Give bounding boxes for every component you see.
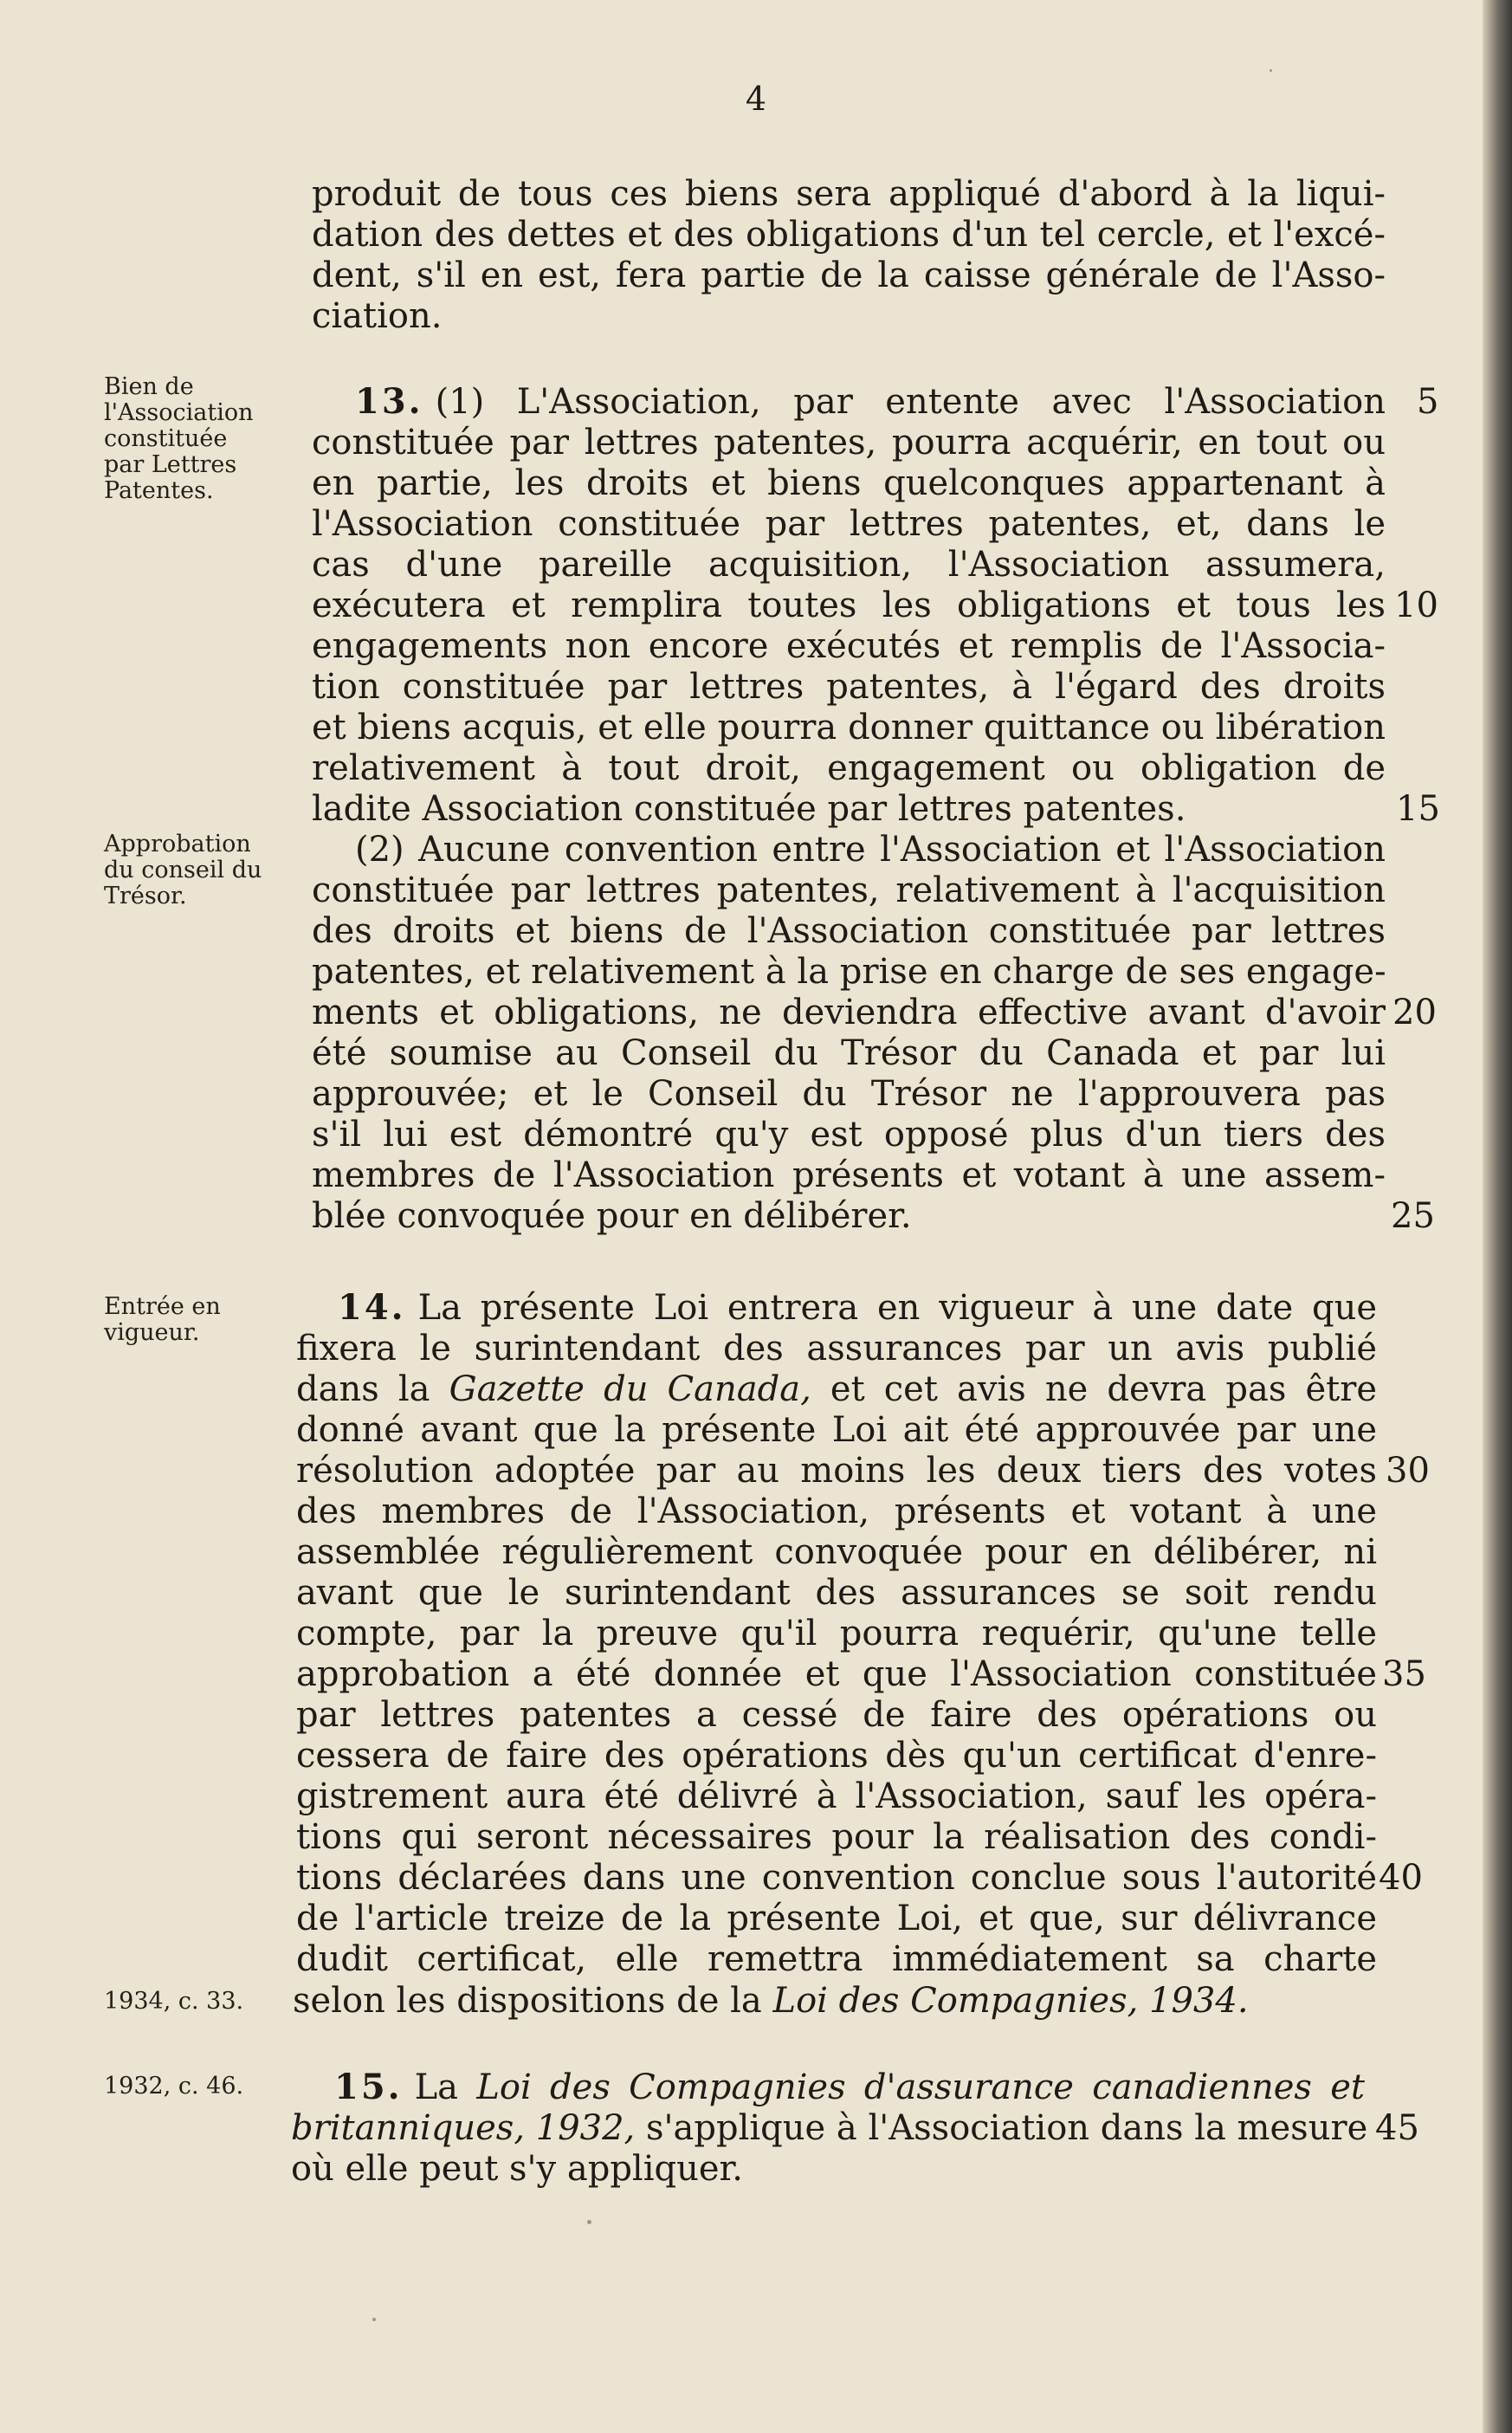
- text-line: engagements non encore exécutés et remplis de l'Associa-: [312, 626, 1386, 666]
- text-line: l'Association constituée par lettres patentes, et, dans le: [312, 504, 1386, 544]
- italic-title: Gazette du Canada,: [449, 1369, 811, 1409]
- section-number: 14.: [338, 1287, 406, 1328]
- text-line: constituée par lettres patentes, relativement à l'acquisition: [312, 870, 1386, 910]
- text-line: des membres de l'Association, présents et votant à une: [296, 1492, 1377, 1531]
- line-number: 25: [1391, 1196, 1435, 1236]
- text-line: (2) Aucune convention entre l'Association et l'Association: [355, 830, 1386, 870]
- text-line: blée convoquée pour en délibérer.: [312, 1196, 912, 1236]
- text-line: tion constituée par lettres patentes, à l'égard des droits: [312, 667, 1386, 707]
- margin-note-line: Patentes.: [104, 477, 214, 504]
- text-line: résolution adoptée par au moins les deux tiers des votes: [296, 1451, 1377, 1491]
- text-line: membres de l'Association présents et votant à une assem-: [312, 1155, 1386, 1195]
- text-line: fixera le surintendant des assurances par un avis publié: [296, 1329, 1377, 1369]
- section-14-first-line: [338, 1287, 1377, 1329]
- margin-note-line: vigueur.: [104, 1319, 200, 1346]
- text-line: cessera de faire des opérations dès qu'un certificat d'enre-: [296, 1736, 1377, 1776]
- margin-note-line: 1934, c. 33.: [104, 1988, 244, 2015]
- margin-note-line: Trésor.: [104, 883, 187, 909]
- paper-speck: [372, 2318, 376, 2321]
- text-line: exécutera et remplira toutes les obligations et tous les: [312, 586, 1386, 625]
- text-line: dent, s'il en est, fera partie de la caisse générale de l'Asso-: [312, 256, 1386, 295]
- text-line: été soumise au Conseil du Trésor du Canada et par lui: [312, 1033, 1386, 1073]
- paper-speck: [587, 2220, 591, 2224]
- line-number: 40: [1379, 1858, 1423, 1898]
- text-line: ladite Association constituée par lettres patentes.: [312, 789, 1186, 829]
- text-line: en partie, les droits et biens quelconques appartenant à: [312, 463, 1386, 503]
- text-line: où elle peut s'y appliquer.: [291, 2149, 743, 2189]
- text-line: approuvée; et le Conseil du Trésor ne l'approuvera pas: [312, 1074, 1386, 1114]
- margin-note-line: Bien de: [104, 373, 194, 400]
- line-number: 35: [1382, 1654, 1426, 1694]
- text-line: gistrement aura été délivré à l'Association, sauf les opéra-: [296, 1776, 1377, 1816]
- text-line: assemblée régulièrement convoquée pour en délibérer, ni: [296, 1532, 1377, 1572]
- text-line: avant que le surintendant des assurances se soit rendu: [296, 1573, 1377, 1613]
- section-13-first-line: [355, 381, 1386, 423]
- text-line-with-italic: [291, 2107, 1368, 2149]
- text-line: ments et obligations, ne deviendra effective avant d'avoir: [312, 993, 1386, 1032]
- italic-title: Loi des Compagnies d'assurance canadiennes et: [476, 2067, 1365, 2107]
- page-number: 4: [745, 80, 767, 118]
- text-line: patentes, et relativement à la prise en charge de ses engage-: [312, 952, 1386, 992]
- margin-note-line: l'Association: [104, 399, 254, 426]
- text-line: constituée par lettres patentes, pourra acquérir, en tout ou: [312, 423, 1386, 463]
- text-line: tions qui seront nécessaires pour la réalisation des condi-: [296, 1817, 1377, 1857]
- line-number: 5: [1417, 382, 1439, 422]
- margin-note-line: constituée: [104, 425, 228, 452]
- section-number: 15.: [334, 2067, 403, 2107]
- text-line: produit de tous ces biens sera appliqué d'abord à la liqui-: [312, 174, 1386, 214]
- paper-speck: [1270, 69, 1272, 72]
- line-number: 30: [1386, 1451, 1430, 1491]
- line-number: 45: [1375, 2108, 1419, 2148]
- text-line: et biens acquis, et elle pourra donner quittance ou libération: [312, 708, 1386, 747]
- italic-title: britanniques, 1932,: [291, 2108, 636, 2148]
- line-number: 20: [1392, 993, 1437, 1032]
- text-line: par lettres patentes a cessé de faire des opérations ou: [296, 1695, 1377, 1735]
- margin-note-line: 1932, c. 46.: [104, 2073, 244, 2100]
- margin-note-line: Entrée en: [104, 1293, 221, 1320]
- text-span: La présente Loi entrera en vigueur à une date que: [417, 1288, 1377, 1328]
- text-span: La: [414, 2067, 477, 2107]
- section-15-first-line: [334, 2067, 1365, 2108]
- text-line: approbation a été donnée et que l'Association constituée: [296, 1654, 1377, 1694]
- text-line: dudit certificat, elle remettra immédiatement sa charte: [296, 1939, 1377, 1979]
- text-line: dation des dettes et des obligations d'un tel cercle, et l'excé-: [312, 215, 1386, 255]
- text-line: ciation.: [312, 296, 443, 336]
- margin-note-line: Approbation: [104, 831, 251, 857]
- text-span: selon les dispositions de la: [293, 1981, 773, 2021]
- margin-note-line: du conseil du: [104, 857, 262, 883]
- text-span: et cet avis ne devra pas être: [811, 1369, 1378, 1409]
- text-line: s'il lui est démontré qu'y est opposé plus d'un tiers des: [312, 1115, 1386, 1155]
- text-line: donné avant que la présente Loi ait été approuvée par une: [296, 1410, 1377, 1450]
- text-line: compte, par la preuve qu'il pourra requérir, qu'une telle: [296, 1614, 1377, 1653]
- section-number: 13.: [355, 381, 423, 422]
- text-line-with-italic: [293, 1980, 1373, 2022]
- text-line: relativement à tout droit, engagement ou obligation de: [312, 748, 1386, 788]
- text-line: tions déclarées dans une convention conclue sous l'autorité: [296, 1858, 1377, 1898]
- text-line: cas d'une pareille acquisition, l'Association assumera,: [312, 545, 1386, 585]
- text-span: s'applique à l'Association dans la mesure: [635, 2108, 1368, 2148]
- text-line-with-italic: [296, 1369, 1377, 1410]
- text-line: des droits et biens de l'Association constituée par lettres: [312, 911, 1386, 951]
- text-span: dans la: [296, 1369, 449, 1409]
- text-line: de l'article treize de la présente Loi, et que, sur délivrance: [296, 1899, 1377, 1938]
- italic-title: Loi des Compagnies, 1934.: [772, 1981, 1249, 2021]
- line-number: 15: [1396, 789, 1440, 829]
- line-number: 10: [1394, 586, 1438, 625]
- margin-note-line: par Lettres: [104, 451, 237, 478]
- text-span: (1) L'Association, par entente avec l'Association: [435, 382, 1386, 422]
